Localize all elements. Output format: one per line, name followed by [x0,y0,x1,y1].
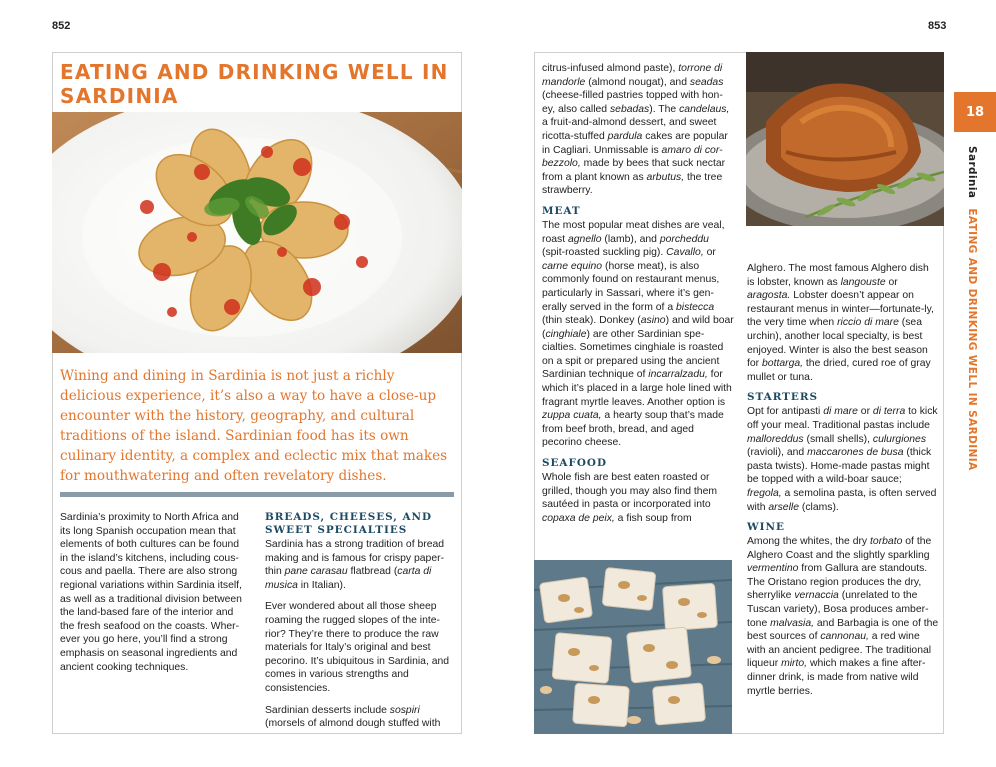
roast-meat-photo [746,52,944,226]
desserts-paragraph-cont: citrus-infused almond paste), torrone di mandorle (almond nougat), and seadas (cheese-filled pastries topped with hon-ey, also called sebadas). The candelaus, a fruit-and-almond dessert, and sweet ricotta-stuffed pardula cakes are popular in Cagliari. Unmissable is amaro di cor-bezzolo, made by bees that suck nectar from a plant known as arbutus, the tree strawberry. [542,63,730,197]
running-header-section: EATING AND DRINKING WELL IN SARDINIA [966,208,978,471]
running-header-region: Sardinia [966,146,978,199]
breads-paragraph-2: Ever wondered about all those sheep roaming the rugged slopes of the inte-rior? They’re there to produce the raw materials for Italy’s original and best pecorino. It’s ubiquitous in Sardinia, and comes in various strengths and consistencies. [265,601,450,694]
heading-starters: STARTERS [747,391,818,404]
breads-paragraph-1: Sardinia has a strong tradition of bread making and is famous for crispy paper-thin pane carasau flatbread (carta di musica in Italian). [265,539,445,591]
body-column-3 [542,62,734,533]
meat-paragraph: The most popular meat dishes are veal, roast agnello (lamb), and porcheddu (spit-roasted suckling pig). Cavallo, or carne equino (horse meat), is also commonly found on restaurant menus, particularly in Sassari, where it’s gen-erally served in the form of a bistecca (thin steak). Donkey (asino) and wild boar (cinghiale) are other Sardinian spe-cialties. Sometimes cinghiale is roasted on a spit or prepared using the ancient Sardinian technique of incarralzadu, for which it’s placed in a large hole lined with fragrant myrtle leaves. Another option is zuppa cuata, a hearty soup that’s made from beef broth, bread, and aged pecorino cheese. [542,219,734,449]
alghero-paragraph: Alghero. The most famous Alghero dish is lobster, known as langouste or aragosta. Lobster doesn’t appear on restaurant menus in winter—fortunate-ly, the very time when riccio di mare (sea urchin), another local specialty, is best enjoyed. Winter is also the best season for bottarga, the dried, cured roe of gray mullet or tuna. [747,263,934,383]
left-page-number: 852 [52,20,71,32]
nougat-photo [534,560,732,734]
article-title: EATING AND DRINKING WELL IN SARDINIA [60,60,449,108]
running-header [960,146,980,471]
heading-seafood: SEAFOOD [542,457,607,470]
seafood-paragraph: Whole fish are best eaten roasted or grilled, though you may also find them sautéed in pasta or incorporated into copaxa de peix, a fish soup from [542,472,718,524]
starters-paragraph: Opt for antipasti di mare or di terra to kick off your meal. Traditional pastas include malloreddus (small shells), culurgiones (ravioli), and maccarones de busa (thick pasta twists). Home-made pastas might be topped with a wild-boar sauce; fregola, a semolina pasta, is often served with arselle (clams). [747,406,938,513]
body-column-1 [60,511,250,682]
intro-paragraph: Wining and dining in Sardinia is not just a richly delicious experience, it’s also a way to have a close-up encounter with the history, geography, and cultural traditions of the island. Sardinian food has its own culinary identity, a complex and eclectic mix that makes for mouthwatering and often revelatory dishes. [60,368,448,484]
breads-paragraph-3: Sardinian desserts include sospiri (morsels of almond dough stuffed with [265,704,441,730]
divider-rule [60,492,454,497]
wine-paragraph: Among the whites, the dry torbato of the Alghero Coast and the slightly sparkling vermentino from Gallura are standouts. The Oristano region produces the dry, sherrylike vernaccia (unrelated to the Tuscan variety), Bosa produces amber-tone malvasia, and Barbagia is one of the best sources of cannonau, a red wine with an ancient pedigree. The traditional liqueur mirto, which makes a fine after-dinner drink, is made from native wild myrtle berries. [747,536,939,697]
pasta-photo [52,112,462,353]
chapter-tab[interactable]: 18 [954,92,996,132]
heading-breads: BREADS, CHEESES, AND SWEET SPECIALTIES [265,511,433,536]
body-paragraph-intro: Sardinia’s proximity to North Africa and its long Spanish occupation mean that elements of both cultures can be found in the island’s kitchens, including cous-cous and paella. There are also strong regional variations within Sardinia itself, as well as a traditional division between the land-based fare of the interior and the fresh seafood on the coasts. Wher-ever you go here, you’ll find a strong emphasis on seasonal ingredients and ancient cooking techniques. [60,512,242,673]
heading-meat: MEAT [542,204,581,217]
heading-wine: WINE [747,521,785,534]
body-column-2 [265,511,455,739]
right-page-number: 853 [928,20,947,32]
body-column-4 [747,262,939,706]
